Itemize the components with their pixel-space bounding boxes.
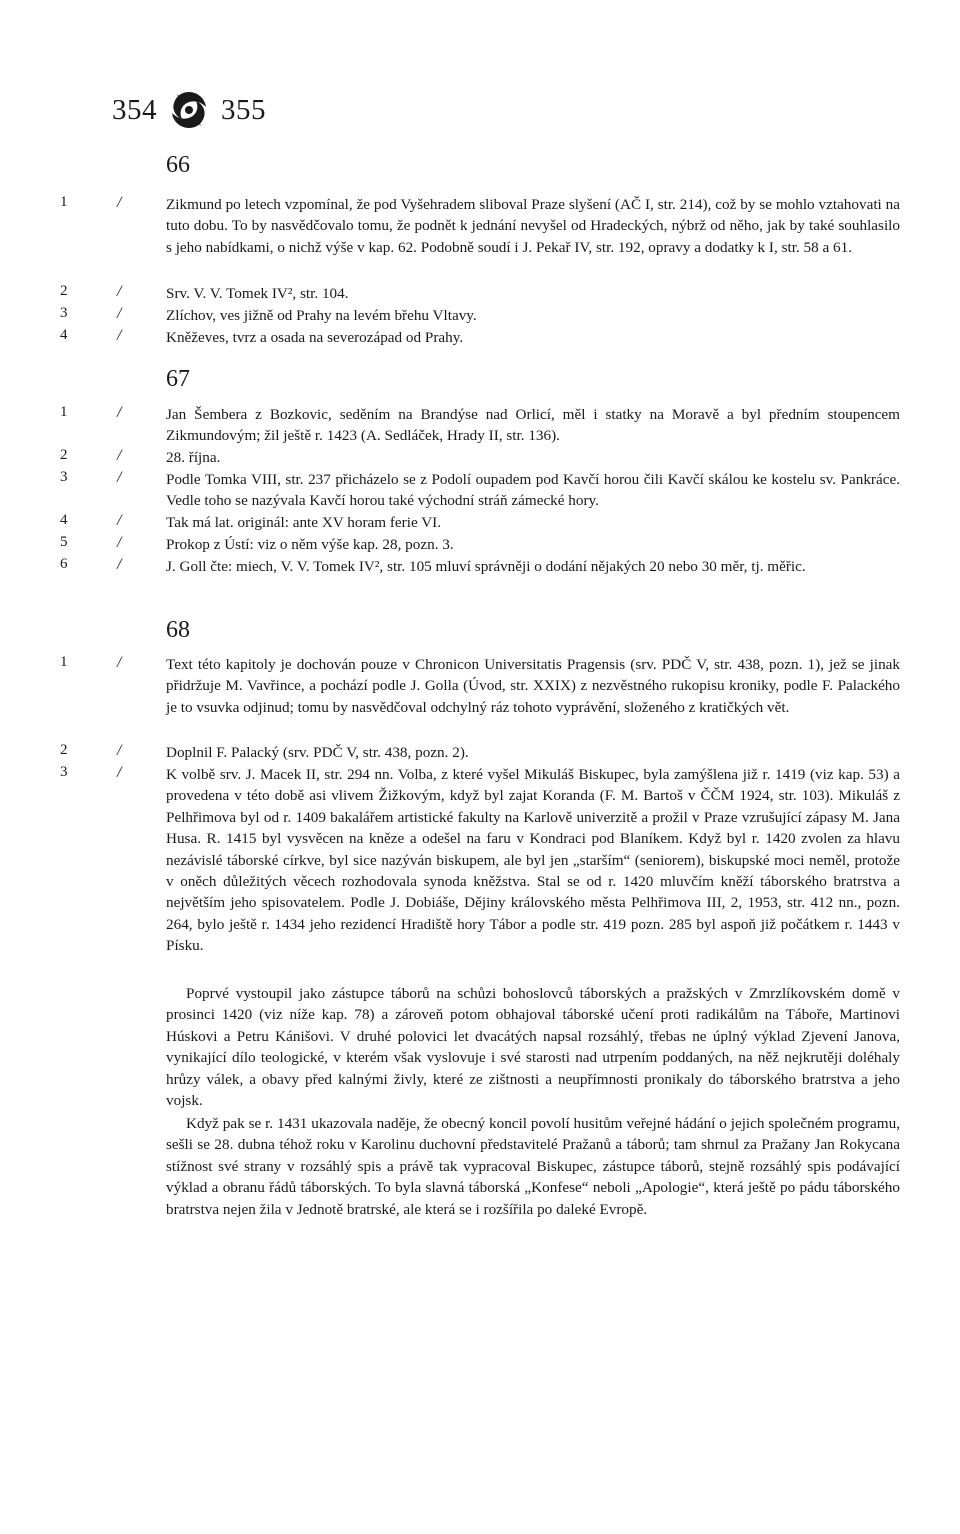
note-number: 1 [60, 194, 68, 210]
note-number: 1 [60, 654, 68, 670]
note-text: Text této kapitoly je dochován pouze v Chronicon Universitatis Pragensis (srv. PDČ V, str. 438, pozn. 1), jež se jinak přidržuje M. Vavřince, a pochází podle J. Golla (Úvod, str. XXIX) z nezvěstného rukopisu kroniky, podle F. Palackého je to vsuvka odjinud; tomu by nasvědčoval odchylný ráz tohoto vyprávění, složeného z kratičkých vět. [166, 656, 900, 716]
note-number: 3 [60, 469, 68, 485]
note-text: Srv. V. V. Tomek IV², str. 104. [166, 285, 349, 302]
section-number-66: 66 [166, 152, 190, 178]
note-text: Tak má lat. originál: ante XV horam ferie VI. [166, 514, 442, 531]
note-text: 28. října. [166, 449, 221, 466]
note-number: 4 [60, 327, 68, 343]
note-text: K volbě srv. J. Macek II, str. 294 nn. Volba, z které vyšel Mikuláš Biskupec, byla zamýšlena již r. 1419 (viz kap. 53) a provedena v této době asi vlivem Žižkovým, když byl zajat Koranda (F. M. Bartoš v ČČM 1924, str. 103). Mikuláš z Pelhřimova byl od r. 1409 bakalářem artistické fakulty na Karlově univerzitě a prožil v Praze vzrušující zápasy M. Jana Husa. R. 1415 byl vysvěcen na kněze a odešel na faru v Kondraci pod Blaníkem. Když byl r. 1420 zvolen za hlavu nezávislé táborské církve, byl sice nazýván biskupem, ale byl jen „starším“ (seniorem), biskupské moci neměl, protože v oněch důležitých věcech rozhodovala synoda kněžstva. Stal se od r. 1420 mluvčím kněží táborského bratrstva a největším jeho spisovatelem. Podle J. Dobiáše, Dějiny královského města Pelhřimova III, 2, 1953, str. 412 nn., pozn. 264, bylo ještě r. 1434 jeho rezidencí Hradiště hory Tábor a podle str. 419 pozn. 285 byl aspoň již počátkem r. 1443 v Písku. [166, 766, 900, 955]
note-text: Doplnil F. Palacký (srv. PDČ V, str. 438, pozn. 2). [166, 744, 469, 761]
note-number: 2 [60, 283, 68, 299]
note-mark: / [117, 512, 122, 529]
note-number: 2 [60, 447, 68, 463]
page-header [112, 88, 266, 132]
note-mark: / [117, 469, 122, 486]
note-mark: / [117, 327, 122, 344]
note-text: J. Goll čte: miech, V. V. Tomek IV², str. 105 mluví správněji o dodání nějakých 20 nebo 30 měr, tj. měřic. [166, 558, 806, 575]
left-page-number: 354 [112, 93, 157, 126]
note-mark: / [117, 654, 122, 671]
note-mark: / [117, 305, 122, 322]
note-number: 1 [60, 404, 68, 420]
note-number: 6 [60, 556, 68, 572]
note-number: 4 [60, 512, 68, 528]
note-mark: / [117, 283, 122, 300]
note-mark: / [117, 447, 122, 464]
right-page-number: 355 [221, 93, 266, 126]
note-mark: / [117, 764, 122, 781]
ornament-swirl-icon [167, 88, 211, 132]
note-number: 5 [60, 534, 68, 550]
note-text: Zlíchov, ves jižně od Prahy na levém břehu Vltavy. [166, 307, 477, 324]
note-number: 3 [60, 764, 68, 780]
note-mark: / [117, 534, 122, 551]
body-paragraph-1: Poprvé vystoupil jako zástupce táborů na schůzi bohoslovců táborských a pražských v Zmrzlíkovském domě v prosinci 1420 (viz níže kap. 78) a zároveň potom obhajoval táborské učení proti radikálům na Táboře, Martinovi Húskovi a Petru Kánišovi. V druhé polovici let dvacátých napsal rozsáhlý, třebas ne úplný výklad Zjevení Janova, vynikající dílo teologické, v kterém však vyslovuje i své starosti nad utrpením poddaných, na něž nejkrutěji doléhaly hrůzy válek, a obavy před kalnými živly, které ze zištnosti a neupřímnosti pronikaly do táborského bratrstva a jeho vojsk. [166, 985, 900, 1110]
note-text: Zikmund po letech vzpomínal, že pod Vyšehradem sliboval Praze slyšení (AČ I, str. 214), což by se mohlo vztahovati na tuto dobu. To by nasvědčovalo tomu, že podnět k jednání nevyšel od Hradeckých, nýbrž od něho, jak by také souhlasilo s jeho nabídkami, o nichž výše v kap. 62. Podobně soudí i J. Pekař IV, str. 192, opravy a dodatky k I, str. 58 a 61. [166, 196, 900, 256]
note-mark: / [117, 556, 122, 573]
note-number: 3 [60, 305, 68, 321]
note-mark: / [117, 194, 122, 211]
note-mark: / [117, 742, 122, 759]
note-text: Jan Šembera z Bozkovic, seděním na Brandýse nad Orlicí, měl i statky na Moravě a byl předním stoupencem Zikmundovým; žil ještě r. 1423 (A. Sedláček, Hrady II, str. 136). [166, 406, 900, 445]
note-text: Kněževes, tvrz a osada na severozápad od Prahy. [166, 329, 464, 346]
section-number-67: 67 [166, 366, 190, 392]
section-number-68: 68 [166, 617, 190, 643]
note-number: 2 [60, 742, 68, 758]
note-text: Prokop z Ústí: viz o něm výše kap. 28, pozn. 3. [166, 536, 454, 553]
body-paragraph-2: Když pak se r. 1431 ukazovala naděje, že obecný koncil povolí husitům veřejné hádání o jejich společném programu, sešli se 28. dubna téhož roku v Karolinu duchovní představitelé Pražanů a táborů; tam shrnul za Pražany Jan Rokycana stížnost své strany v rozsáhlý spis a právě tak vypracoval Biskupec, zástupce táborů, stejně rozsáhlý spis podávající výklad a obranu řádů táborských. To byla slavná táborská „Konfese“ neboli „Apologie“, která ještě po pádu táborského bratrstva nejen žila v Jednotě bratrské, ale která se i rozšířila po daleké Evropě. [166, 1115, 900, 1218]
note-text: Podle Tomka VIII, str. 237 přicházelo se z Podolí oupadem pod Kavčí horou čili Kavčí skálou ke kostelu sv. Pankráce. Vedle toho se nazývala Kavčí horou také východní stráň zámecké hory. [166, 471, 900, 510]
note-mark: / [117, 404, 122, 421]
